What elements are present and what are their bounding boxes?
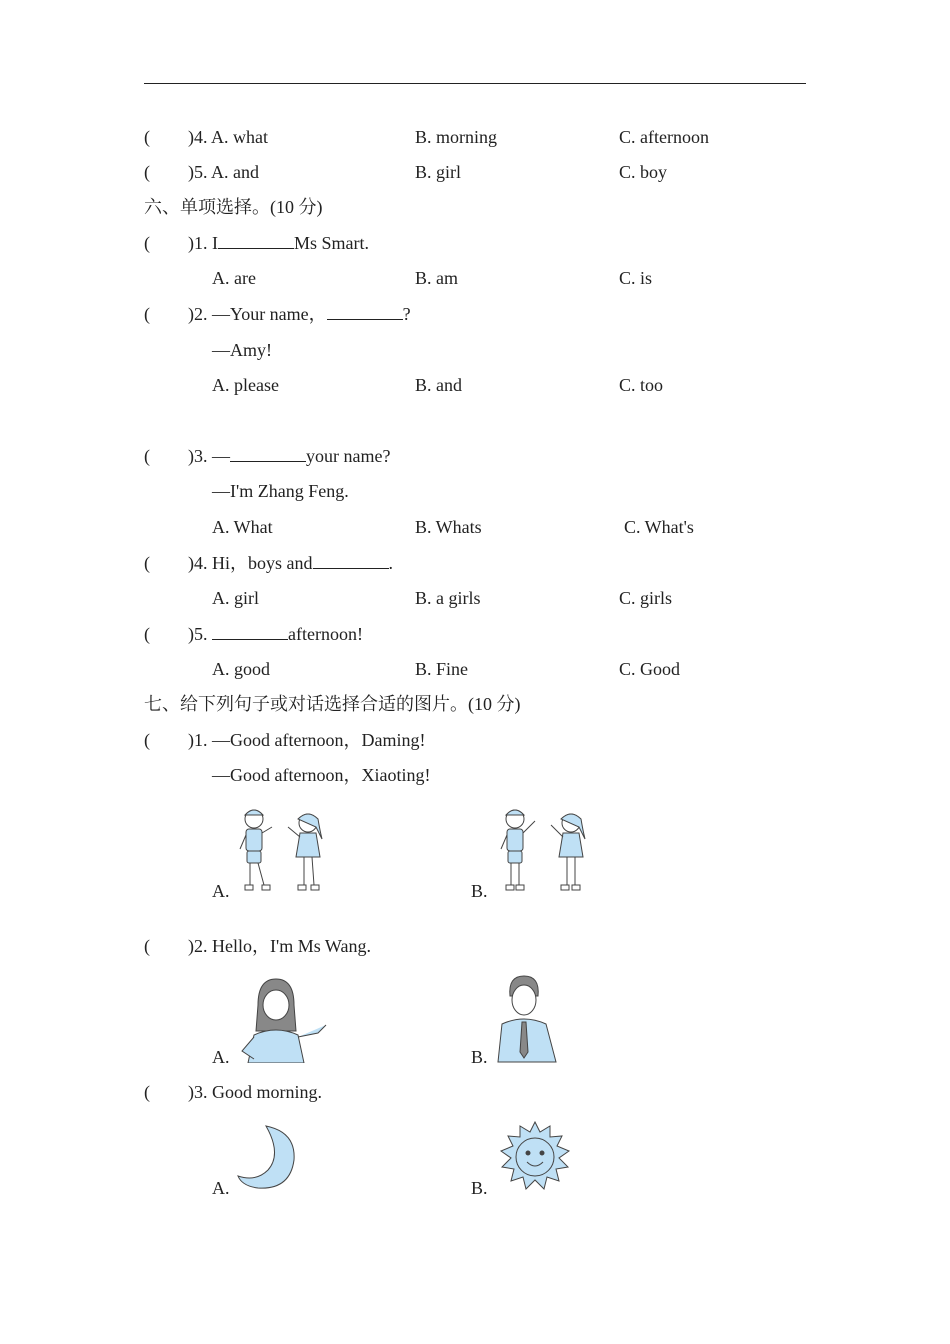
answer-blank[interactable] <box>313 552 389 569</box>
option-b: B. Fine <box>415 659 469 679</box>
paren: ( <box>144 446 150 466</box>
sun-icon[interactable] <box>496 1120 574 1194</box>
option-a-label: A. <box>212 881 230 901</box>
option-a: A. girl <box>212 588 259 608</box>
dialogue-reply: —Amy! <box>212 340 272 360</box>
paren: ( <box>144 304 150 324</box>
option-c: C. Good <box>619 659 681 679</box>
question-stem <box>188 623 363 645</box>
section-heading: 六、单项选择。(10 分) <box>144 197 323 217</box>
option-c: C. is <box>619 268 653 288</box>
stem-pre: )1. I <box>188 233 218 253</box>
stem-post: Ms Smart. <box>294 233 370 253</box>
stem-pre: )5. <box>188 624 212 644</box>
header-rule <box>144 83 806 84</box>
option-a-label: A. <box>212 1178 230 1198</box>
option-c: C. What's <box>624 517 694 537</box>
option-c: C. afternoon <box>619 127 709 147</box>
paren: ( <box>144 730 150 750</box>
paren: ( <box>144 624 150 644</box>
option-c: C. boy <box>619 162 668 182</box>
stem-post: . <box>388 553 393 573</box>
option-a: A. good <box>212 659 270 679</box>
stem-post: afternoon! <box>288 624 363 644</box>
stem-post: ? <box>402 304 411 324</box>
man-teacher-image[interactable] <box>496 972 560 1064</box>
option-b-label: B. <box>471 1178 488 1198</box>
woman-teacher-image[interactable] <box>234 975 330 1063</box>
question-stem <box>188 445 390 467</box>
option-a: A. please <box>212 375 279 395</box>
option-a: A. What <box>212 517 273 537</box>
option-b: B. and <box>415 375 462 395</box>
answer-blank[interactable] <box>327 303 403 320</box>
moon-icon[interactable] <box>236 1124 298 1192</box>
paren: ( <box>144 233 150 253</box>
option-b: B. a girls <box>415 588 481 608</box>
boy-girl-waving-image-b[interactable] <box>495 805 595 897</box>
dialogue-reply: —I'm Zhang Feng. <box>212 481 349 501</box>
option-a-label: A. <box>212 1047 230 1067</box>
option-a: A. are <box>212 268 256 288</box>
option-b: B. morning <box>415 127 498 147</box>
option-c: C. too <box>619 375 664 395</box>
option-a: )5. A. and <box>188 162 259 182</box>
section-heading: 七、给下列句子或对话选择合适的图片。(10 分) <box>144 694 521 714</box>
dialogue-reply: —Good afternoon，Xiaoting! <box>212 765 431 785</box>
option-b: B. Whats <box>415 517 482 537</box>
paren: ( <box>144 553 150 573</box>
stem-pre: )3. — <box>188 446 230 466</box>
stem-post: your name? <box>306 446 391 466</box>
paren: ( <box>144 127 150 147</box>
question-stem: )2. Hello，I'm Ms Wang. <box>188 936 371 956</box>
paren: ( <box>144 1082 150 1102</box>
question-stem <box>188 552 393 574</box>
option-b-label: B. <box>471 1047 488 1067</box>
option-a: )4. A. what <box>188 127 268 147</box>
option-b: B. girl <box>415 162 462 182</box>
paren: ( <box>144 936 150 956</box>
question-stem: )3. Good morning. <box>188 1082 322 1102</box>
question-stem: )1. —Good afternoon，Daming! <box>188 730 426 750</box>
question-stem <box>188 232 369 254</box>
answer-blank[interactable] <box>212 623 288 640</box>
paren: ( <box>144 162 150 182</box>
option-b: B. am <box>415 268 458 288</box>
stem-pre: )4. Hi，boys and <box>188 553 313 573</box>
boy-girl-waving-image-a[interactable] <box>236 805 336 897</box>
option-b-label: B. <box>471 881 488 901</box>
answer-blank[interactable] <box>230 445 306 462</box>
option-c: C. girls <box>619 588 673 608</box>
answer-blank[interactable] <box>218 232 294 249</box>
question-stem <box>188 303 411 325</box>
stem-pre: )2. —Your name， <box>188 304 327 324</box>
